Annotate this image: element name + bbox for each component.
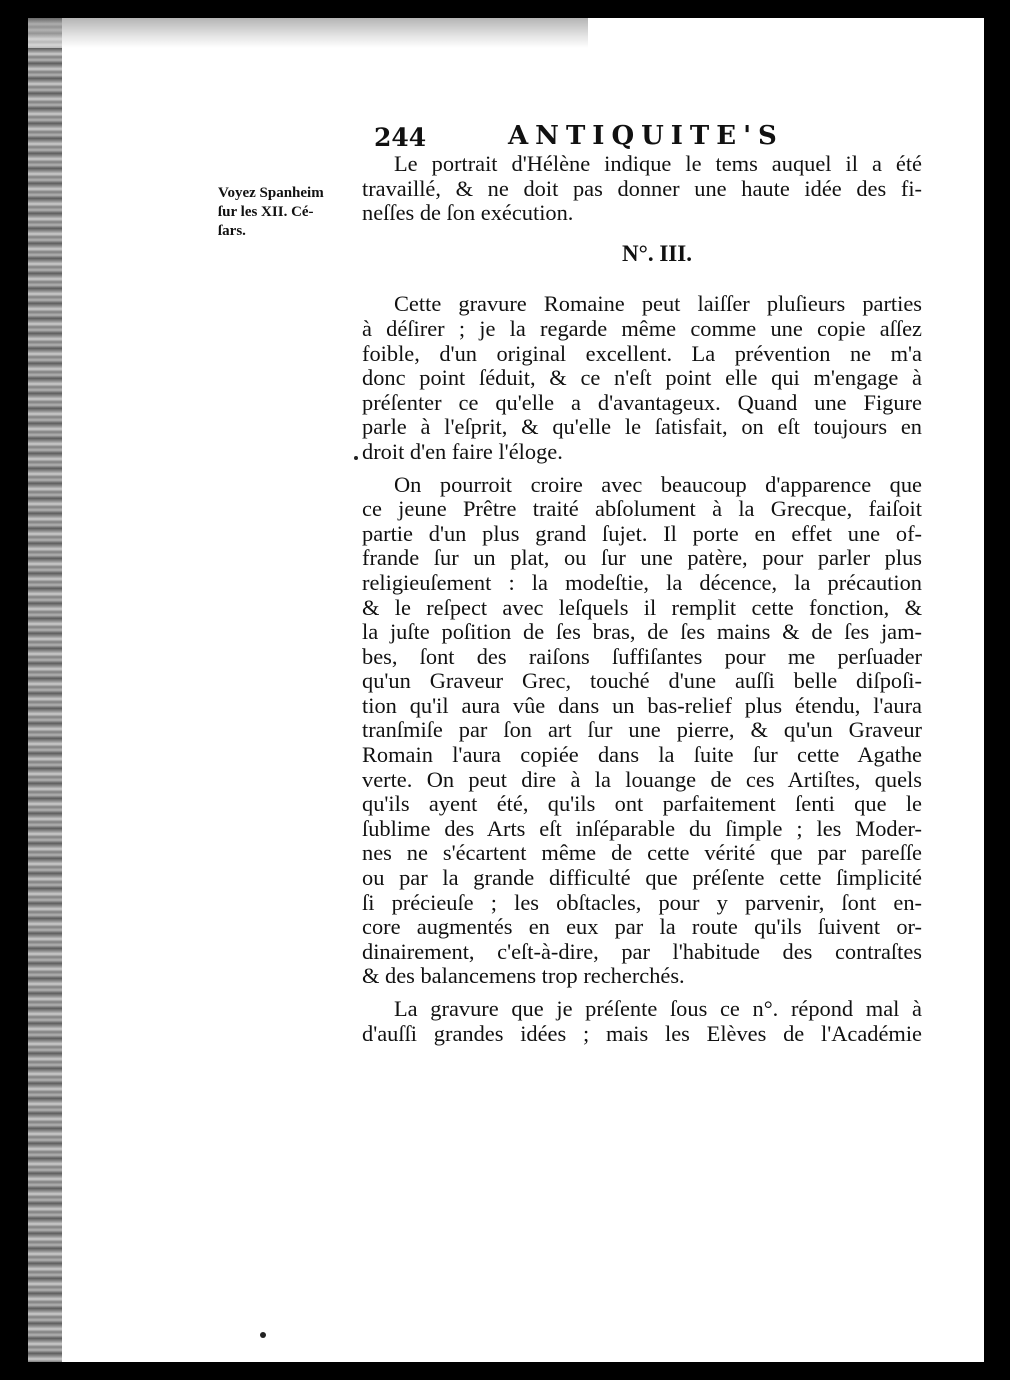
text-line: qu'ils ayent été, qu'ils ont parfaitement ſenti que le [362, 791, 922, 817]
binding-edge [28, 18, 62, 1362]
text-line: d'auſſi grandes idées ; mais les Elèves de l'Académie [362, 1020, 922, 1046]
text-line: partie d'un plus grand ſujet. Il porte en effet une of- [362, 520, 922, 546]
margin-note-line: ſur les XII. Cé- [218, 204, 314, 220]
text-line: à déſirer ; je la regarde même comme une copie aſſez [362, 315, 922, 341]
text-line: neſſes de ſon exécution. [362, 200, 574, 226]
page-top-edge [28, 18, 588, 48]
ink-spot [354, 456, 358, 460]
text-line: travaillé, & ne doit pas donner une haute idée des fi- [362, 175, 922, 201]
text-line: qu'un Graveur Grec, touché d'une auſſi belle diſpoſi- [362, 668, 922, 694]
margin-note-line: Voyez Spanheim [218, 185, 324, 201]
text-line: droit d'en faire l'éloge. [362, 438, 563, 464]
text-line: Le portrait d'Hélène indique le tems auquel il a été [394, 151, 922, 176]
text-line: frande ſur un plat, ou ſur une patère, pour parler plus [362, 545, 922, 571]
text-line: ou par la grande difficulté que préſente cette ſimplicité [362, 865, 922, 891]
main-text [362, 152, 922, 1046]
text-line: La gravure que je préſente ſous ce n°. répond mal à [394, 996, 922, 1021]
paragraph-1 [362, 292, 922, 464]
text-line: foible, d'un original excellent. La prévention ne m'a [362, 340, 922, 366]
text-line: bes, ſont des raiſons ſuffiſantes pour me perſuader [362, 643, 922, 669]
intro-paragraph [362, 152, 922, 226]
text-line: dinairement, c'eſt-à-dire, par l'habitude des contraſtes [362, 938, 922, 964]
text-line: parle à l'eſprit, & qu'elle le ſatisfait, on eſt toujours en [362, 414, 922, 440]
book-page [28, 18, 984, 1362]
margin-note [218, 184, 354, 241]
paragraph-3 [362, 997, 922, 1046]
ink-spot [260, 1332, 266, 1338]
text-line: préſenter ce qu'elle a d'avantageux. Quand une Figure [362, 389, 922, 415]
text-line: ſublime des Arts eſt inſéparable du ſimple ; les Moder- [362, 815, 922, 841]
text-line: religieuſement : la modeſtie, la décence, la précaution [362, 569, 922, 595]
page-number: 244 [374, 123, 427, 152]
section-heading: N°. III. [622, 240, 692, 266]
text-line: core augmentés en eux par la route qu'ils ſuivent or- [362, 914, 922, 940]
text-line: & des balancemens trop recherchés. [362, 963, 685, 989]
text-line: On pourroit croire avec beaucoup d'apparence que [394, 471, 922, 497]
text-line: tion qu'il aura vûe dans un bas-relief plus étendu, l'aura [362, 692, 922, 718]
text-line: Cette gravure Romaine peut laiſſer pluſieurs parties [394, 291, 922, 317]
text-line: nes ne s'écartent même de cette vérité que par pareſſe [362, 840, 922, 866]
paragraph-2 [362, 473, 922, 989]
text-line: la juſte poſition de ſes bras, de ſes mains & de ſes jam- [362, 619, 922, 645]
running-title: ANTIQUITE'S [508, 121, 784, 151]
text-line: donc point ſéduit, & ce n'eſt point elle qui m'engage à [362, 365, 922, 391]
text-line: verte. On peut dire à la louange de ces Artiſtes, quels [362, 766, 922, 792]
text-line: ſi précieuſe ; les obſtacles, pour y parvenir, ſont en- [362, 889, 922, 915]
text-line: & le reſpect avec leſquels il remplit cette fonction, & [362, 594, 922, 620]
margin-note-line: ſars. [218, 223, 246, 239]
text-line: Romain l'aura copiée dans la ſuite ſur cette Agathe [362, 742, 922, 768]
text-line: tranſmiſe par ſon art ſur une pierre, & qu'un Graveur [362, 717, 922, 743]
text-line: ce jeune Prêtre traité abſolument à la Grecque, faiſoit [362, 496, 922, 522]
